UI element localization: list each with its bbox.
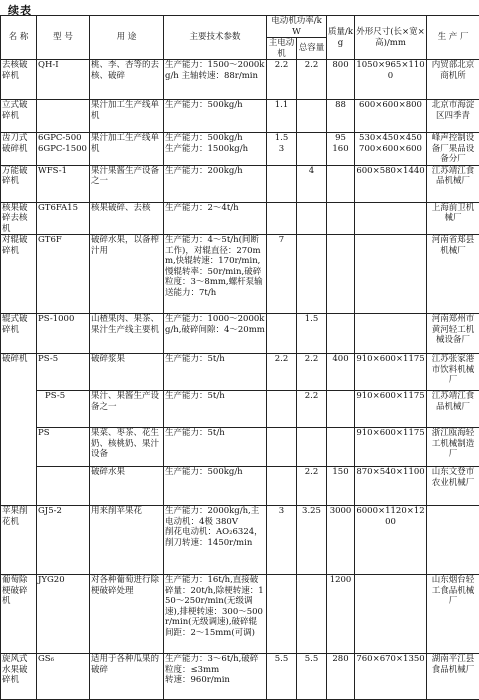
cell-params: 生产能力：5t/h — [164, 428, 267, 467]
cell-mass: 800 — [327, 60, 355, 100]
cell-use: 适用于各种瓜果的破碎 — [90, 654, 164, 700]
table-row — [1, 235, 479, 314]
cell-power-main — [267, 314, 297, 354]
cell-power-main — [267, 467, 297, 506]
cell-power-main: 1.1 — [267, 100, 297, 133]
cell-dims: 1050×965×1100 — [355, 60, 427, 100]
cell-model: JYG20 — [37, 575, 90, 654]
header-params: 主要技术参数 — [164, 16, 267, 60]
cell-model: GT6F — [37, 235, 90, 314]
cell-model: PS-5 — [37, 391, 90, 428]
cell-model: GJ5-2 — [37, 506, 90, 575]
cell-mass: 3000 — [327, 506, 355, 575]
cell-name: 万能破碎机 — [1, 165, 37, 202]
cell-dims — [355, 575, 427, 654]
cell-use: 果汁加工生产线单机 — [90, 100, 164, 133]
cell-model: GT6FA15 — [37, 202, 90, 235]
cell-params: 生产能力：2000kg/h,主电动机：4极 380V 削花电动机：AO₂6324，削刀转速：1450r/min — [164, 506, 267, 575]
cell-mfr: 江苏靖江食品机械厂 — [427, 391, 479, 428]
cell-dims: 600×600×800 — [355, 100, 427, 133]
cell-name: 葡萄除梗破碎机 — [1, 575, 37, 654]
cell-model — [37, 100, 90, 133]
cell-use: 破碎水果，以备榨汁用 — [90, 235, 164, 314]
cell-mfr: 浙江瓯海轻工机械制造厂 — [427, 428, 479, 467]
cell-params: 生产能力：200kg/h — [164, 165, 267, 202]
cell-dims: 910×600×1175 — [355, 391, 427, 428]
cell-power-total: 2.2 — [297, 391, 327, 428]
cell-params: 生产能力：5t/h — [164, 391, 267, 428]
cell-model: WFS-1 — [37, 165, 90, 202]
cell-model: PS-5 — [37, 354, 90, 391]
cell-use: 对各种葡萄进行除梗破碎处理 — [90, 575, 164, 654]
cell-power-main: 7 — [267, 235, 297, 314]
cell-use: 桃、李、杏等的去核、破碎 — [90, 60, 164, 100]
header-power-main: 主电动机 — [267, 38, 297, 60]
cell-mfr: 内贸部北京商机所 — [427, 60, 479, 100]
header-mfr: 生 产 厂 — [427, 16, 479, 60]
cell-dims: 6000×1120×1200 — [355, 506, 427, 575]
cell-dims: 910×600×1175 — [355, 354, 427, 391]
cell-dims: 870×540×1100 — [355, 467, 427, 506]
cell-name: 核果破碎去核机 — [1, 202, 37, 235]
cell-params: 生产能力：1500～2000kg/h 主轴转速：88r/min — [164, 60, 267, 100]
cell-power-main — [267, 165, 297, 202]
cell-mfr: 江苏靖江食品机械厂 — [427, 165, 479, 202]
cell-name: 旋风式水果破碎机 — [1, 654, 37, 700]
table-row — [1, 133, 479, 166]
cell-mass — [327, 428, 355, 467]
cell-dims — [355, 235, 427, 314]
cell-mass: 150 — [327, 467, 355, 506]
cell-use: 用来削苹果花 — [90, 506, 164, 575]
cell-dims — [355, 202, 427, 235]
cell-name: 去核破碎机 — [1, 60, 37, 100]
cell-params: 生产能力：500kg/h — [164, 467, 267, 506]
cell-power-total: 4 — [297, 165, 327, 202]
cell-power-main: 5.5 — [267, 654, 297, 700]
cell-power-total — [297, 575, 327, 654]
cell-power-total — [297, 428, 327, 467]
page-title: 续表 — [8, 4, 32, 17]
cell-power-total: 2.2 — [297, 354, 327, 391]
cell-mfr: 湖南平江县食品机械厂 — [427, 654, 479, 700]
cell-name: 辊式破碎机 — [1, 314, 37, 354]
cell-power-main: 2.2 — [267, 354, 297, 391]
cell-name: 对辊破碎机 — [1, 235, 37, 314]
cell-mass — [327, 235, 355, 314]
cell-name: 齿刀式破碎机 — [1, 133, 37, 166]
cell-mfr: 山东文登市农业机械厂 — [427, 467, 479, 506]
table-row — [1, 165, 479, 202]
table-row — [1, 506, 479, 575]
cell-dims: 910×600×1175 — [355, 428, 427, 467]
table-row — [1, 202, 479, 235]
cell-model: PS-1000 — [37, 314, 90, 354]
header-dims: 外形尺寸(长×宽×高)/mm — [355, 16, 427, 60]
table-row — [1, 354, 479, 391]
table-row — [1, 575, 479, 654]
cell-mfr: 山东烟台轻工食品机械厂 — [427, 575, 479, 654]
cell-power-total — [297, 133, 327, 166]
cell-power-total — [297, 235, 327, 314]
cell-power-main — [267, 391, 297, 428]
cell-mass — [327, 391, 355, 428]
cell-dims: 600×580×1440 — [355, 165, 427, 202]
cell-power-main: 1.5 3 — [267, 133, 297, 166]
cell-mass — [327, 314, 355, 354]
cell-name: 苹果削花机 — [1, 506, 37, 575]
cell-power-main: 3 — [267, 506, 297, 575]
cell-use: 果汁、果酱生产设备之一 — [90, 391, 164, 428]
table-row — [1, 60, 479, 100]
cell-use: 山楂果肉、果茶、果汁生产线主要机 — [90, 314, 164, 354]
cell-model: GS₆ — [37, 654, 90, 700]
cell-dims: 760×670×1350 — [355, 654, 427, 700]
cell-model: QH-Ⅰ — [37, 60, 90, 100]
cell-mass: 1200 — [327, 575, 355, 654]
table-row — [1, 391, 479, 428]
cell-model: 6GPC-500 6GPC-1500 — [37, 133, 90, 166]
cell-power-total: 1.5 — [297, 314, 327, 354]
cell-power-total — [297, 100, 327, 133]
cell-dims — [355, 314, 427, 354]
cell-name: 立式破碎机 — [1, 100, 37, 133]
cell-power-total — [297, 202, 327, 235]
cell-mfr: 江苏张家港市饮料机械厂 — [427, 354, 479, 391]
table-row — [1, 467, 479, 506]
cell-use: 果汁加工生产线单机 — [90, 133, 164, 166]
cell-use: 破碎水果 — [90, 467, 164, 506]
table-row — [1, 314, 479, 354]
cell-use: 核果破碎、去核 — [90, 202, 164, 235]
cell-mass — [327, 165, 355, 202]
table-row — [1, 100, 479, 133]
cell-params: 生产能力：1000～2000kg/h,破碎间隙：4～20mm — [164, 314, 267, 354]
cell-use: 果汁果酱生产设备之一 — [90, 165, 164, 202]
header-use: 用 途 — [90, 16, 164, 60]
cell-mfr: 上海前卫机械厂 — [427, 202, 479, 235]
header-power-total: 总容量 — [297, 38, 327, 60]
cell-mfr: 河南郑州市黄河轻工机械设备厂 — [427, 314, 479, 354]
cell-mass — [327, 202, 355, 235]
cell-mass: 280 — [327, 654, 355, 700]
cell-mass: 95 160 — [327, 133, 355, 166]
cell-power-total: 3.25 — [297, 506, 327, 575]
cell-mass: 400 — [327, 354, 355, 391]
cell-mfr: 河南省郑县机械厂 — [427, 235, 479, 314]
cell-model: PS — [37, 428, 90, 467]
cell-params: 生产能力：500kg/h 生产能力：1500kg/h — [164, 133, 267, 166]
spec-table — [0, 15, 479, 700]
cell-mfr: 峰声控制设备厂果品设备分厂 — [427, 133, 479, 166]
cell-dims: 530×450×450 700×600×600 — [355, 133, 427, 166]
cell-power-main — [267, 428, 297, 467]
cell-params: 生产能力：4～5t/h(间断工作)，对辊直径：270mm,快辊转速：170r/min,慢辊转率：50r/min,破碎粒度：3～8mm,螺杆泵输送能力：7t/h — [164, 235, 267, 314]
cell-name: 破碎机 — [1, 354, 37, 506]
cell-params: 生产能力：2～4t/h — [164, 202, 267, 235]
header-name: 名 称 — [1, 16, 37, 60]
cell-model — [37, 467, 90, 506]
cell-mfr: 北京市海淀区四季青 — [427, 100, 479, 133]
cell-mass: 88 — [327, 100, 355, 133]
cell-power-total: 2.2 — [297, 467, 327, 506]
cell-use: 果菜、枣茶、花生奶、核桃奶、果汁设备 — [90, 428, 164, 467]
header-model: 型 号 — [37, 16, 90, 60]
cell-params: 生产能力：500kg/h — [164, 100, 267, 133]
header-row — [1, 16, 479, 38]
cell-mfr — [427, 506, 479, 575]
table-row — [1, 428, 479, 467]
cell-power-total: 5.5 — [297, 654, 327, 700]
cell-params: 生产能力：16t/h,直接破碎量：20t/h,除梗转速：150～250r/min(无级调速),排梗转速：300～500r/min(无级调速),破碎辊间距：2～15mm(可调) — [164, 575, 267, 654]
header-mass: 质量/kg — [327, 16, 355, 60]
cell-params: 生产能力：3～6t/h,破碎粒度：≤3mm 转速：960r/min — [164, 654, 267, 700]
cell-power-main — [267, 575, 297, 654]
table-row — [1, 654, 479, 700]
cell-params: 生产能力：5t/h — [164, 354, 267, 391]
cell-use: 破碎浆果 — [90, 354, 164, 391]
cell-power-main: 2.2 — [267, 60, 297, 100]
header-power: 电动机功率/kW — [267, 16, 327, 38]
cell-power-main — [267, 202, 297, 235]
cell-power-total: 2.2 — [297, 60, 327, 100]
